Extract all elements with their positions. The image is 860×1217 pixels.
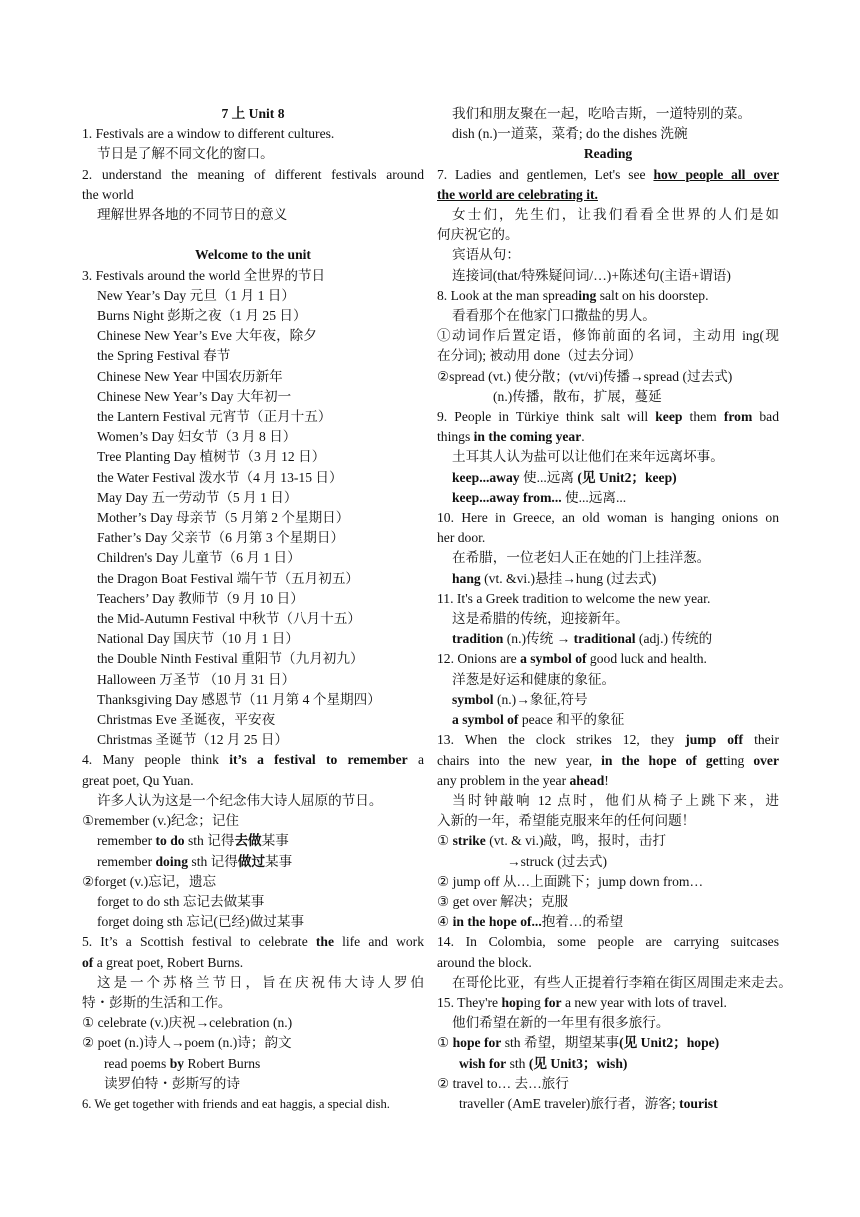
text-line: New Year’s Day 元旦（1 月 1 日） [97, 287, 295, 303]
text-line: her door. [437, 530, 486, 546]
text-line: May Day 五一劳动节（5 月 1 日） [97, 489, 298, 505]
text-line: 9. People in Türkiye think salt will keep them from bad [437, 409, 779, 425]
text-line: Father’s Day 父亲节（6 月第 3 个星期日） [97, 530, 345, 546]
text-line: remember to do sth 记得去做某事 [97, 833, 289, 849]
text-line: the Lantern Festival 元宵节（正月十五） [97, 409, 332, 425]
text-line: 5. It’s a Scottish festival to celebrate the life and work [82, 934, 425, 950]
text-line: Teachers’ Day 教师节（9 月 10 日） [97, 590, 304, 606]
emphasis-span: how people all over [653, 166, 779, 182]
text-line: Christmas 圣诞节（12 月 25 日） [97, 732, 289, 748]
text-line: 看看那个在他家门口撒盐的男人。 [452, 308, 656, 324]
text-line: remember doing sth 记得做过某事 [97, 853, 293, 869]
text-line: 7. Ladies and gentlemen, Let's see how people all over [437, 166, 779, 182]
text-line: the Spring Festival 春节 [97, 348, 231, 364]
text-line: 7 上 Unit 8 [221, 106, 285, 121]
text-line: ④ in the hope of...抱着…的希望 [437, 914, 624, 930]
text-line [437, 185, 779, 205]
text-line: Mother’s Day 母亲节（5 月第 2 个星期日） [97, 510, 350, 526]
emphasis-span: keep...away from... [452, 489, 562, 505]
text-line: 14. In Colombia, some people are carrying suitcases [437, 934, 779, 950]
text-line: 4. Many people think it’s a festival to remember a [82, 752, 424, 768]
text-line: forget to do sth 忘记去做某事 [97, 893, 265, 909]
emphasis-span: in the coming year [473, 429, 582, 445]
text-line: 8. Look at the man spreading salt on his doorstep. [437, 287, 709, 303]
emphasis-span: the world are celebrating it. [437, 186, 598, 202]
text-line: traveller (AmE traveler)旅行者，游客; tourist [459, 1095, 718, 1111]
text-line: forget doing sth 忘记(已经)做过某事 [97, 914, 305, 930]
emphasis-span: wish for [459, 1055, 507, 1071]
text-line: 10. Here in Greece, an old woman is hanging onions on [437, 510, 779, 526]
text-line: 2. understand the meaning of different festivals around [82, 166, 424, 182]
text-line: Tree Planting Day 植树节（3 月 12 日） [97, 449, 326, 465]
text-line: Chinese New Year’s Eve 大年夜，除夕 [97, 328, 317, 344]
text-line: 13. When the clock strikes 12, they jump off their [437, 732, 779, 748]
emphasis-span: 去做 [234, 833, 262, 849]
text-line: symbol (n.)→象征,符号 [452, 691, 588, 707]
text-line: 入新的一年，希望能克服来年的任何问题！ [437, 813, 696, 829]
text-line: great poet, Qu Yuan. [82, 772, 194, 788]
text-line: Children's Day 儿童节（6 月 1 日） [97, 550, 301, 566]
text-line: 12. Onions are a symbol of good luck and health. [437, 651, 707, 667]
text-line: ②spread (vt.) 使分散；(vt/vi)传播→spread (过去式) [437, 368, 733, 384]
text-line: ②forget (v.)忘记，遗忘 [82, 873, 217, 889]
text-line: keep...away 使...远离 (见 Unit2；keep) [452, 469, 677, 485]
text-line: Thanksgiving Day 感恩节（11 月第 4 个星期四） [97, 691, 381, 707]
emphasis-span: strike [452, 833, 486, 849]
emphasis-span [437, 187, 598, 202]
text-line: 他们希望在新的一年里有很多旅行。 [452, 1015, 670, 1031]
text-line: ①remember (v.)纪念；记住 [82, 813, 240, 829]
emphasis-span: by [169, 1055, 185, 1071]
emphasis-span: over [753, 752, 779, 768]
text-line: 在分词); 被动用 done（过去分词） [437, 348, 642, 364]
emphasis-span: hop [501, 994, 524, 1010]
text-line: the Water Festival 泼水节（4 月 13-15 日） [97, 469, 343, 485]
emphasis-span: doing [155, 853, 188, 869]
text-line: →struck (过去式) [507, 853, 608, 869]
text-line: ① celebrate (v.)庆祝→celebration (n.) [82, 1015, 293, 1031]
text-line: keep...away from... 使...远离... [452, 489, 627, 505]
text-line: any problem in the year ahead! [437, 772, 609, 788]
text-line: the Mid-Autumn Festival 中秋节（八月十五） [97, 611, 361, 627]
right-column [437, 104, 792, 1114]
text-line: 我们和朋友聚在一起，吃哈吉斯，一道特别的菜。 [452, 106, 752, 121]
text-line: ② jump off 从…上面跳下；jump down from… [437, 873, 704, 889]
text-line: the Dragon Boat Festival 端午节（五月初五） [97, 570, 360, 586]
emphasis-span: (见 Unit2；keep) [577, 469, 677, 485]
text-line: 许多人认为这是一个纪念伟大诗人屈原的节日。 [97, 792, 383, 808]
emphasis-span: in the hope of... [452, 914, 542, 930]
emphasis-span: keep...away [452, 469, 520, 485]
emphasis-span: keep [655, 409, 683, 425]
emphasis-span: it’s a festival to remember [229, 752, 408, 768]
text-line: wish for sth (见 Unit3；wish) [459, 1055, 628, 1071]
text-line: ① strike (vt. & vi.)敲，鸣，报时，击打 [437, 833, 666, 849]
text-line: (n.)传播，散布，扩展，蔓延 [493, 388, 662, 404]
text-line: ① hope for sth 希望，期望某事(见 Unit2；hope) [437, 1035, 720, 1051]
emphasis-span: tradition [452, 631, 504, 647]
emphasis-span: (见 Unit2；hope) [619, 1035, 720, 1051]
emphasis-span: to do [155, 833, 185, 849]
text-line: dish (n.)一道菜，菜肴; do the dishes 洗碗 [452, 126, 688, 142]
emphasis-span: hope for [452, 1035, 502, 1051]
text-line: 何庆祝它的。 [437, 227, 519, 243]
emphasis-span: ahead [569, 772, 605, 788]
emphasis-span: a symbol of [520, 651, 587, 667]
emphasis-span: the [315, 934, 334, 950]
text-line: the Double Ninth Festival 重阳节（九月初九） [97, 651, 364, 667]
text-line: 这是一个苏格兰节日，旨在庆祝伟大诗人罗伯 [97, 974, 424, 990]
text-line: a symbol of peace 和平的象征 [452, 712, 625, 728]
text-line: National Day 国庆节（10 月 1 日） [97, 631, 299, 647]
emphasis-span: ing [578, 287, 597, 303]
text-line: read poems by Robert Burns [104, 1055, 261, 1071]
text-line: 6. We get together with friends and eat haggis, a special dish. [82, 1096, 390, 1111]
text-line: 宾语从句： [452, 247, 520, 263]
text-line: Reading [583, 146, 633, 162]
emphasis-span: 做过 [237, 853, 266, 869]
text-line: 土耳其人认为盐可以让他们在来年远离坏事。 [452, 449, 724, 465]
text-line: Women’s Day 妇女节（3 月 8 日） [97, 429, 297, 445]
text-line: Welcome to the unit [195, 247, 311, 263]
text-line: Chinese New Year 中国农历新年 [97, 368, 283, 384]
emphasis-span [653, 167, 779, 182]
text-line: Chinese New Year’s Day 大年初一 [97, 388, 292, 404]
emphasis-span: hang [452, 570, 481, 586]
text-line: 节日是了解不同文化的窗口。 [97, 146, 274, 162]
emphasis-span: traditional [573, 631, 636, 647]
emphasis-span: a symbol of [452, 712, 519, 728]
text-line: things in the coming year. [437, 429, 585, 445]
emphasis-span: for [544, 994, 562, 1010]
emphasis-span: from [723, 409, 753, 425]
text-line: 理解世界各地的不同节日的意义 [97, 207, 288, 223]
text-line: 3. Festivals around the world 全世界的节日 [82, 267, 326, 283]
emphasis-span: in the hope of get [601, 752, 724, 768]
emphasis-span: tourist [679, 1095, 718, 1111]
text-line: ② travel to… 去…旅行 [437, 1075, 569, 1091]
text-line: 在希腊，一位老妇人正在她的门上挂洋葱。 [452, 550, 711, 566]
text-line: 读罗伯特・彭斯写的诗 [104, 1075, 240, 1091]
text-line: 11. It's a Greek tradition to welcome the new year. [437, 590, 711, 606]
text-line: chairs into the new year, in the hope of getting over [437, 752, 779, 768]
text-line: 1. Festivals are a window to different cultures. [82, 126, 335, 142]
emphasis-span: jump off [685, 732, 744, 748]
text-line: tradition (n.)传统 → traditional (adj.) 传统的 [452, 631, 713, 647]
text-line: 特・彭斯的生活和工作。 [82, 994, 232, 1010]
text-line: Burns Night 彭斯之夜（1 月 25 日） [97, 308, 307, 324]
text-line: 当时钟敲响 12 点时，他们从椅子上跳下来，进 [452, 792, 779, 808]
text-line: 在哥伦比亚，有些人正提着行李箱在街区周围走来走去。 [452, 974, 792, 990]
text-line: 连接词(that/特殊疑问词/…)+陈述句(主语+谓语) [452, 267, 731, 283]
blank-line [82, 225, 424, 245]
text-line: ③ get over 解决；克服 [437, 893, 569, 909]
text-line: 洋葱是好运和健康的象征。 [452, 671, 616, 687]
text-line: ② poet (n.)诗人→poem (n.)诗；韵文 [82, 1035, 292, 1051]
text-line: hang (vt. &vi.)悬挂→hung (过去式) [452, 570, 657, 586]
emphasis-span: symbol [452, 691, 494, 707]
text-line: ①动词作后置定语，修饰前面的名词，主动用 ing(现 [437, 328, 779, 344]
text-line: 这是希腊的传统，迎接新年。 [452, 611, 629, 627]
emphasis-span: of [82, 954, 94, 970]
text-line: Halloween 万圣节 （10 月 31 日） [97, 671, 296, 687]
text-line: around the block. [437, 954, 532, 970]
text-line: 女士们，先生们，让我们看看全世界的人们是如 [452, 207, 779, 223]
left-column [82, 104, 424, 1114]
emphasis-span: (见 Unit3；wish) [528, 1055, 628, 1071]
text-line: 15. They're hoping for a new year with lots of travel. [437, 994, 727, 1010]
text-line: Christmas Eve 圣诞夜，平安夜 [97, 712, 276, 728]
text-line: the world [82, 186, 134, 202]
text-line: of a great poet, Robert Burns. [82, 954, 244, 970]
